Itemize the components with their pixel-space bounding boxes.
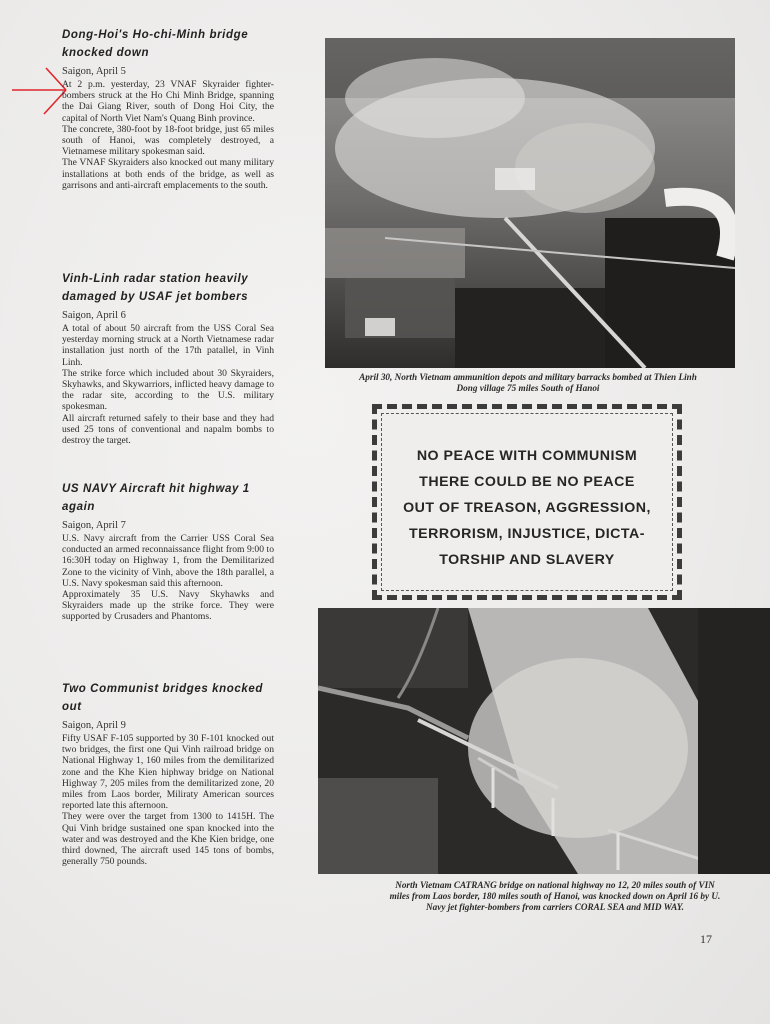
top-photo-caption: April 30, North Vietnam ammunition depots and military barracks bombed at Thien Linh Dong village 75 miles South of Hanoi [359,372,697,393]
article-headline: Vinh-Linh radar station heavily damaged by USAF jet bombers [62,273,249,303]
page-number: 17 [700,932,712,946]
slogan-line: TORSHIP AND SLAVERY [439,552,615,568]
article-dateline: Saigon, April 5 [62,66,126,77]
article-bridge-dong-hoi [62,26,274,191]
aerial-photo-image [325,38,735,368]
slogan-line: NO PEACE WITH COMMUNISM [416,448,638,464]
bottom-photo-caption: North Vietnam CATRANG bridge on national highway no 12, 20 miles south of VIN miles from Laos border, 180 miles south of Hanoi, was knocked down on April 16 by U. Navy jet fighter-bombers from carriers CORAL SEA and MID WAY. [389,880,721,912]
article-headline: US NAVY Aircraft hit highway 1 again [62,483,250,513]
article-headline: Dong-Hoi's Ho-chi-Minh bridge knocked down [62,29,249,59]
bridge-photo-image [318,608,770,874]
slogan-line: TERRORISM, INJUSTICE, DICTA- [408,526,645,542]
article-headline: Two Communist bridges knocked out [62,683,263,713]
article-body: Fifty USAF F-105 supported by 30 F-101 knocked out two bridges, the first one Qui Vinh railroad bridge on National Highway 1, 160 miles from the demilitarized zone and the Khe Kien hiphway bridge on National Highway 7, 205 miles from the demilitarized zone, 20 miles from Laos border, Miliraty American sources reported late this afternoon. They were over the target from 1300 to 1415H. The Qui Vinh bridge sustained one span knocked into the water and was destroyed and the Khe Kien bridge, one third downed, The aircraft used 145 tons of bombs, generally 750 pounds. [62,733,274,868]
article-body: A total of about 50 aircraft from the USS Coral Sea yesterday morning struck at a North Vietnamese radar installation just north of the 17th patallel, in Vinh Linh. The strike force which included about 30 Skyraiders, Skyhawks, and Skywarriors, inflicted heavy damage to the radar site, according to the U.S. military spokesman. All aircraft returned safely to their base and they had used 25 tons of conventional and napalm bombs to destroy the target. [62,323,274,447]
article-two-bridges [62,680,274,867]
slogan-line: THERE COULD BE NO PEACE [419,474,635,490]
article-dateline: Saigon, April 9 [62,720,126,731]
red-arrow-annotation [8,64,70,118]
slogan-line: OUT OF TREASON, AGGRESSION, [403,500,651,516]
aerial-photo-ammunition-depots [325,38,735,368]
article-dateline: Saigon, April 7 [62,520,126,531]
article-body: U.S. Navy aircraft from the Carrier USS Coral Sea conducted an armed reconnaissance flight from 9:00 to 16:30H today on Highway 1, from the Demilitarized Zone to the vicinity of Vinh, above the 18th parallel, a U.S. Navy spokesman said this afternoon. Approximately 35 U.S. Navy Skyhawks and Skyraiders made up the strike force. They were supported by Crusaders and Phantoms. [62,533,274,623]
article-body: At 2 p.m. yesterday, 23 VNAF Skyraider fighter-bombers struck at the Ho Chi Minh Bridge, spanning the Dai Giang River, south of Dong Hoi City, the capital of North Viet Nam's Quang Binh province. The concrete, 380-foot by 18-foot bridge, just 65 miles south of Hanoi, was completely destroyed, a Vietnamese military spokesman said. The VNAF Skyraiders also knocked out many military installations at both ends of the bridge, as well as garrisons and anti-aircraft emplacements to the south. [62,79,274,191]
article-dateline: Saigon, April 6 [62,310,126,321]
article-highway-1 [62,480,274,623]
article-vinh-linh-radar [62,270,274,446]
slogan-box [372,404,682,600]
slogan-inner-border [381,413,673,591]
aerial-photo-catrang-bridge [318,608,770,874]
